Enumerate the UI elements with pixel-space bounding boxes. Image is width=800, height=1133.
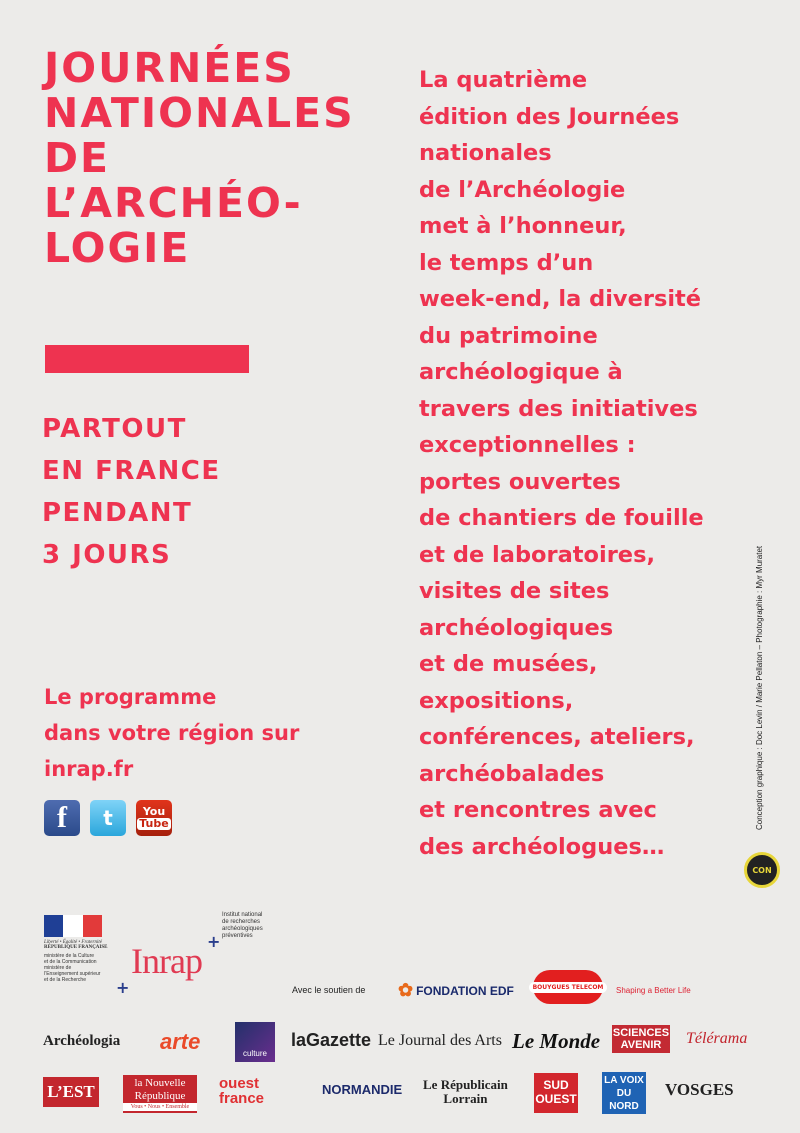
subtitle-line: PENDANT — [42, 498, 193, 528]
telerama-logo: Télérama — [686, 1030, 748, 1047]
gazette-logo: laGazette — [291, 1030, 372, 1050]
facebook-glyph: f — [57, 801, 67, 834]
subtitle — [42, 408, 221, 576]
twitter-icon[interactable] — [90, 800, 126, 836]
body-line: exceptionnelles : — [419, 432, 636, 458]
design-credit: Conception graphique : Doc Levin / Marie Pellaton – Photographie : Myr Muratet — [755, 545, 764, 830]
subtitle-line: EN FRANCE — [42, 456, 221, 486]
vosges-matin-logo: VOSGES — [665, 1080, 734, 1099]
title-line: JOURNÉES — [44, 44, 295, 92]
le-monde-logo: Le Monde — [512, 1029, 601, 1053]
body-line: expositions, — [419, 687, 574, 714]
body-text — [419, 62, 704, 865]
certification-badge: CON — [744, 852, 780, 888]
government-logo — [44, 915, 108, 950]
program-line: dans votre région sur — [44, 721, 300, 745]
twitter-glyph: t — [103, 806, 113, 830]
nr-line: la Nouvelle — [134, 1077, 186, 1089]
body-line: et de musées, — [419, 651, 598, 677]
ministry-text — [44, 953, 114, 983]
edf-name: FONDATION EDF — [416, 983, 514, 998]
nouvelle-republique-logo — [123, 1075, 197, 1113]
paris-normandie-logo: NORMANDIE — [322, 1082, 403, 1097]
program-info — [44, 679, 299, 787]
title-line: L’ARCHÉO- — [44, 179, 303, 227]
body-line: et de laboratoires, — [419, 541, 656, 568]
body-line: archéobalades — [419, 760, 605, 787]
bouygues-logo — [533, 970, 603, 1004]
sud-ouest-logo — [534, 1073, 578, 1113]
program-link[interactable]: inrap.fr — [44, 757, 134, 781]
sciences-avenir-logo — [612, 1025, 670, 1053]
title-line: LOGIE — [44, 224, 191, 272]
body-line: du patrimoine — [419, 322, 598, 349]
france-culture-logo: culture — [235, 1022, 275, 1062]
body-line: de l’Archéologie — [419, 176, 626, 203]
edf-flower-icon: ✿ — [398, 980, 414, 1000]
fondation-edf-logo — [398, 980, 514, 1001]
inrap-desc-line: préventives — [222, 933, 253, 939]
ministry-line: ministère de la Culture — [44, 953, 95, 959]
vdn-line: NORD — [609, 1101, 639, 1112]
body-line: et rencontres avec — [419, 797, 657, 823]
body-line: conférences, ateliers, — [419, 724, 695, 750]
sciences-line: SCIENCES — [612, 1027, 670, 1039]
ministry-line: l’Enseignement supérieur — [44, 971, 101, 977]
gov-republic: RÉPUBLIQUE FRANÇAISE — [44, 945, 108, 950]
facebook-icon[interactable] — [44, 800, 80, 836]
program-line: Le programme — [44, 685, 217, 709]
plus-icon: + — [116, 978, 130, 997]
body-line: édition des Journées — [419, 103, 680, 130]
body-line: met à l’honneur, — [419, 213, 627, 239]
inrap-logo: Inrap — [131, 941, 202, 981]
nr-tagline: Vous • Nous • Ensemble — [123, 1103, 197, 1111]
body-line: de chantiers de fouille — [419, 505, 704, 531]
french-flag-icon — [44, 915, 102, 937]
vdn-line: LA VOIX — [604, 1075, 644, 1086]
ouest-line: france — [219, 1090, 265, 1107]
journal-des-arts-logo: Le Journal des Arts — [378, 1032, 502, 1049]
bouygues-name: BOUYGUES TELECOM — [529, 982, 608, 993]
body-line: le temps d’un — [419, 249, 594, 276]
rl-line: Lorrain — [443, 1091, 488, 1106]
voix-du-nord-logo — [602, 1072, 646, 1114]
red-divider-bar — [45, 345, 249, 373]
body-line: nationales — [419, 140, 552, 166]
inrap-desc-line: Institut national — [222, 912, 263, 918]
arte-logo: arte — [160, 1029, 201, 1054]
sciences-line: AVENIR — [620, 1039, 662, 1051]
title-line: DE — [44, 134, 111, 182]
social-icons — [44, 800, 172, 836]
sudouest-line: SUD — [543, 1078, 569, 1092]
body-line: archéologique à — [419, 359, 623, 385]
support-label: Avec le soutien de — [292, 985, 366, 995]
republicain-lorrain-logo — [423, 1078, 508, 1106]
vdn-line: DU — [616, 1088, 632, 1099]
body-line: week-end, la diversité — [419, 286, 702, 312]
subtitle-line: PARTOUT — [42, 414, 187, 444]
body-line: La quatrième — [419, 67, 588, 93]
ouest-line: ouest — [219, 1075, 260, 1092]
subtitle-line: 3 JOURS — [42, 540, 172, 570]
inrap-desc-line: de recherches — [222, 919, 261, 925]
ouest-france-logo — [219, 1076, 264, 1106]
plus-icon: + — [207, 932, 221, 951]
youtube-glyph-top: You — [142, 805, 166, 818]
youtube-icon[interactable] — [136, 800, 172, 836]
body-line: archéologiques — [419, 614, 614, 641]
body-line: visites de sites — [419, 578, 610, 604]
lest-republicain-logo: L’EST — [43, 1077, 99, 1107]
archeologia-logo: Archéologia — [43, 1033, 121, 1049]
body-line: portes ouvertes — [419, 468, 621, 495]
gov-motto: Liberté • Égalité • Fraternité — [44, 940, 102, 945]
ministry-line: et de la Communication — [44, 959, 97, 965]
body-line: des archéologues… — [419, 833, 665, 860]
shaping-logo: Shaping a Better Life — [616, 986, 691, 995]
inrap-description — [222, 912, 263, 940]
nr-line: République — [134, 1090, 186, 1102]
body-line: travers des initiatives — [419, 395, 698, 422]
ministry-line: et de la Recherche — [44, 977, 86, 983]
inrap-desc-line: archéologiques — [222, 926, 263, 932]
ministry-line: ministère de — [44, 965, 72, 971]
poster-title — [44, 46, 404, 271]
youtube-glyph-bottom: Tube — [139, 817, 169, 830]
sudouest-line: OUEST — [535, 1092, 577, 1106]
rl-line: Le Républicain — [423, 1077, 508, 1092]
title-line: NATIONALES — [44, 89, 355, 137]
